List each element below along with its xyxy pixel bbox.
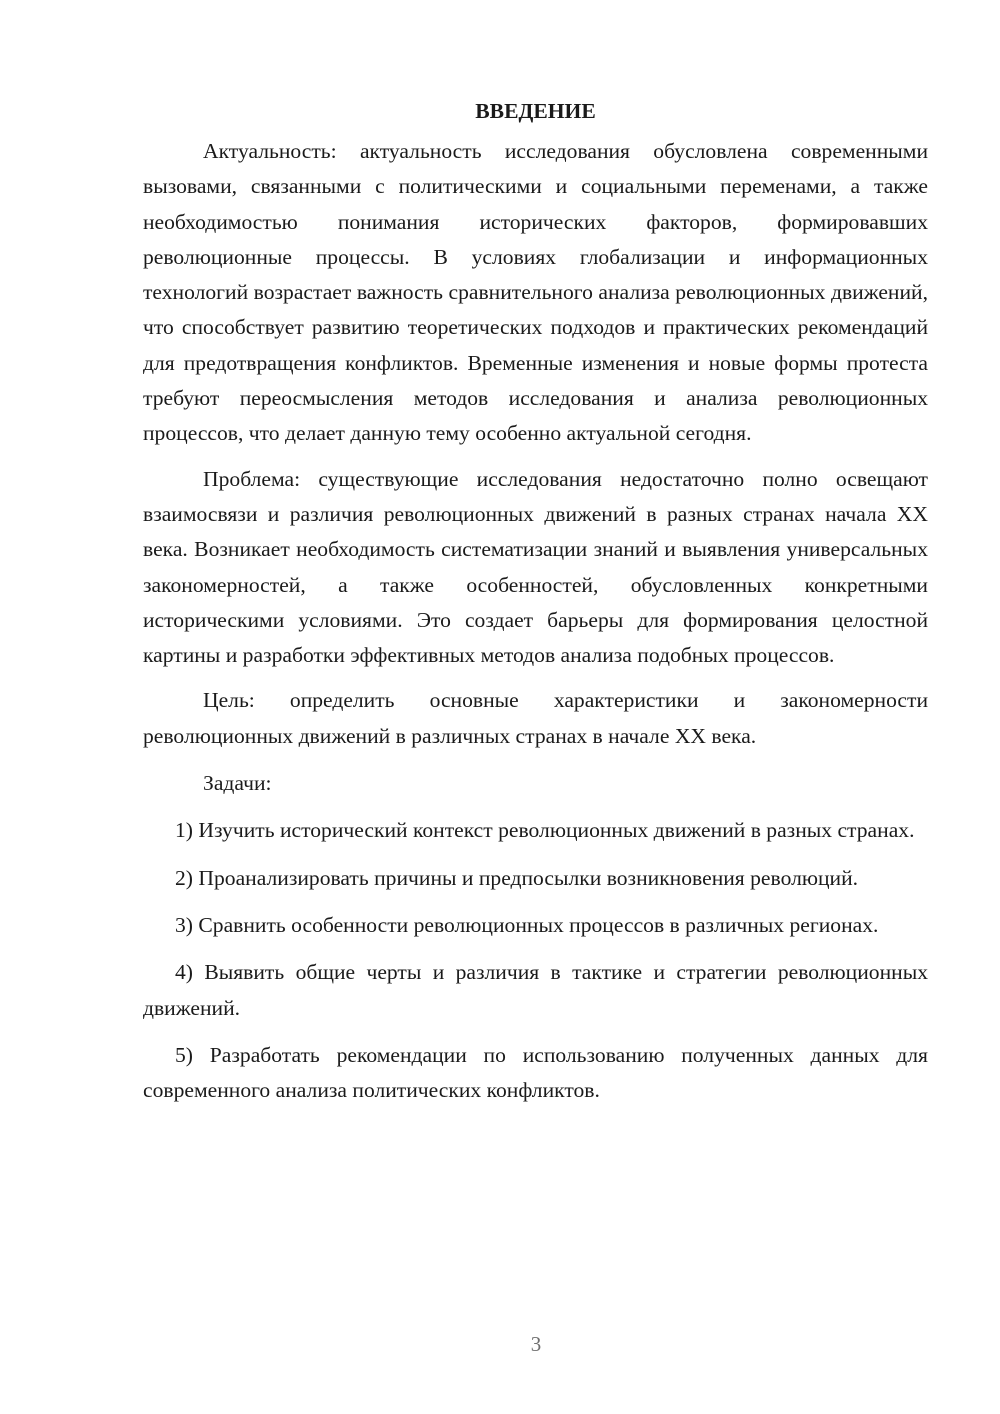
tasks-heading: Задачи: bbox=[203, 771, 272, 796]
task-item-5: 5) Разработать рекомендации по использованию полученных данных для современного анализа политических конфликтов. bbox=[143, 1042, 928, 1103]
page-content bbox=[143, 96, 928, 1108]
relevance-paragraph: Актуальность: актуальность исследования обусловлена современными вызовами, связанными с политическими и социальными переменами, а также необходимостью понимания исторических факторов, формировавших революционные процессы. В условиях глобализации и информационных технологий возрастает важность сравнительного анализа революционных движений, что способствует развитию теоретических подходов и практических рекомендаций для предотвращения конфликтов. Временные изменения и новые формы протеста требуют переосмысления методов исследования и анализа революционных процессов, что делает данную тему особенно актуальной сегодня. bbox=[143, 139, 928, 446]
task-item-3: 3) Сравнить особенности революционных процессов в различных регионах. bbox=[175, 912, 879, 937]
goal-paragraph: Цель: определить основные характеристики и закономерности революционных движений в различных странах в начале XX века. bbox=[143, 688, 928, 748]
task-item-4: 4) Выявить общие черты и различия в тактике и стратегии революционных движений. bbox=[143, 960, 928, 1020]
problem-paragraph: Проблема: существующие исследования недостаточно полно освещают взаимосвязи и различия революционных движений в разных странах начала XX века. Возникает необходимость систематизации знаний и выявления универсальных закономерностей, а также особенностей, обусловленных конкретными историческими условиями. Это создает барьеры для формирования целостной картины и разработки эффективных методов анализа подобных процессов. bbox=[143, 466, 928, 668]
task-item-1: 1) Изучить исторический контекст революционных движений в разных странах. bbox=[175, 818, 915, 843]
task-item-2: 2) Проанализировать причины и предпосылки возникновения революций. bbox=[175, 865, 859, 890]
section-title: ВВЕДЕНИЕ bbox=[475, 99, 596, 123]
page-number: 3 bbox=[530, 1332, 542, 1356]
